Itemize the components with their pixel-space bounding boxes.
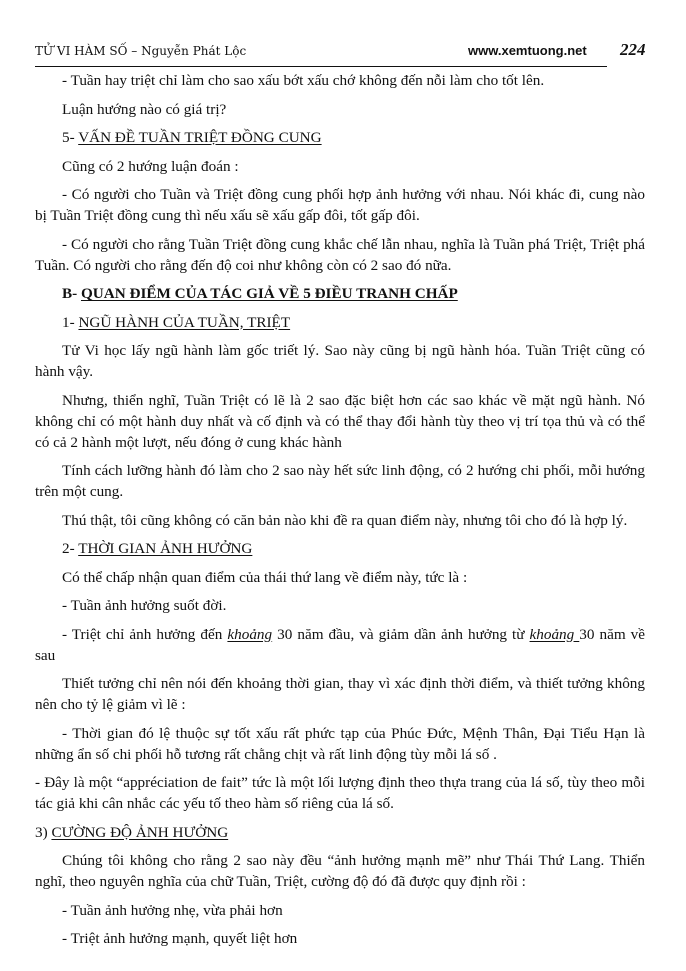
- paragraph: Có thể chấp nhận quan điểm của thái thứ lang về điểm này, tức là :: [62, 568, 468, 586]
- paragraph: Nhưng, thiển nghĩ, Tuần Triệt có lẽ là 2 sao đặc biệt hơn các sao khác về mặt ngũ hành. Nó không chỉ có một hành duy nhất và cố định và có thể thay đổi hành tùy theo vị trí tọa thủ và có thể có cả 2 hành một lượt, nếu đóng ở cung khác hành: [35, 391, 645, 451]
- heading-title: CƯỜNG ĐỘ ẢNH HƯỞNG: [51, 823, 229, 841]
- heading-prefix: 5-: [62, 129, 79, 146]
- heading-prefix: 2-: [62, 540, 79, 557]
- section-heading-3: [35, 822, 645, 843]
- emphasis: khoảng: [529, 625, 580, 643]
- paragraph: Chúng tôi không cho rằng 2 sao này đều “ảnh hưởng mạnh mẽ” như Thái Thứ Lang. Thiển nghĩ, theo nguyên nghĩa của chữ Tuần, Triệt, cường độ đó đã được quy định rồi :: [35, 852, 645, 890]
- paragraph: - Có người cho rằng Tuần Triệt đồng cung khắc chế lẫn nhau, nghĩa là Tuần phá Triệt, Triệt phá Tuần. Có người cho rằng đến độ coi như không còn có 2 sao đó nữa.: [35, 235, 645, 274]
- heading-prefix: B-: [62, 285, 81, 302]
- book-title: TỬ VI HÀM SỐ – Nguyễn Phát Lộc: [35, 44, 247, 58]
- paragraph: Thiết tưởng chỉ nên nói đến khoảng thời gian, thay vì xác định thời điểm, và thiết tưởng không nên cho tỷ lệ giảm vì lẽ :: [35, 675, 645, 713]
- section-heading-b: [35, 283, 645, 304]
- paragraph: Cũng có 2 hướng luận đoán :: [62, 157, 239, 175]
- paragraph: - Thời gian đó lệ thuộc sự tốt xấu rất phức tạp của Phúc Đức, Mệnh Thân, Đại Tiểu Hạn là những ẩn số chi phối hỗ tương rất chằng chịt và rất linh động tùy mỗi lá số .: [35, 724, 645, 763]
- heading-title: THỜI GIAN ẢNH HƯỞNG: [78, 540, 253, 557]
- text-run: 30 năm đầu, và giảm dần ảnh hưởng từ: [272, 625, 530, 643]
- paragraph: Tử Vi học lấy ngũ hành làm gốc triết lý. Sao này cũng bị ngũ hành hóa. Tuần Triệt cũng có hành vậy.: [35, 342, 645, 380]
- heading-prefix: 1-: [62, 313, 79, 331]
- section-heading-5: [35, 127, 645, 148]
- heading-title: VẤN ĐỀ TUẦN TRIỆT ĐỒNG CUNG: [78, 129, 322, 146]
- header-divider: [35, 66, 607, 67]
- section-heading-2: [35, 538, 645, 559]
- section-heading-1: [35, 312, 645, 333]
- paragraph: - Đây là một “appréciation de fait” tức là một lối lượng định theo thựa trang của lá số, tùy theo mỗi tác giả khi cân nhắc các yếu tố theo hàm số riêng của lá số.: [35, 774, 645, 812]
- heading-prefix: 3): [35, 823, 52, 841]
- document-body: [35, 70, 645, 957]
- paragraph: - Tuần hay triệt chỉ làm cho sao xấu bớt xấu chớ không đến nỗi làm cho tốt lên.: [62, 72, 545, 89]
- heading-title: QUAN ĐIỂM CỦA TÁC GIẢ VỀ 5 ĐIỀU TRANH CHẤP: [80, 285, 458, 302]
- paragraph: Tính cách lưỡng hành đó làm cho 2 sao này hết sức linh động, có 2 hướng chi phối, mỗi hướng trên một cung.: [35, 462, 645, 500]
- paragraph: - Tuần ảnh hưởng nhẹ, vừa phải hơn: [62, 901, 283, 919]
- paragraph: - Có người cho Tuần và Triệt đồng cung phối hợp ảnh hưởng với nhau. Nói khác đi, cung nào bị Tuần Triệt đồng cung thì nếu xấu sẽ xấu gấp đôi, tốt gấp đôi.: [35, 186, 645, 224]
- paragraph: Thú thật, tôi cũng không có căn bản nào khi đề ra quan điểm này, nhưng tôi cho đó là hợp lý.: [62, 511, 628, 529]
- emphasis: khoảng: [227, 625, 273, 643]
- paragraph: - Tuần ảnh hưởng suốt đời.: [62, 597, 227, 614]
- paragraph: - Triệt ảnh hưởng mạnh, quyết liệt hơn: [62, 930, 298, 947]
- page-header: [35, 40, 645, 68]
- text-run: 30 năm về sau: [35, 625, 646, 664]
- paragraph: Luận hướng nào có giá trị?: [62, 100, 227, 118]
- paragraph: [35, 624, 645, 666]
- heading-title: NGŨ HÀNH CỦA TUẦN, TRIỆT: [78, 313, 291, 331]
- page-number: 224: [620, 40, 646, 59]
- text-run: - Triệt chỉ ảnh hưởng đến: [62, 625, 228, 643]
- website-url: www.xemtuong.net: [468, 43, 587, 58]
